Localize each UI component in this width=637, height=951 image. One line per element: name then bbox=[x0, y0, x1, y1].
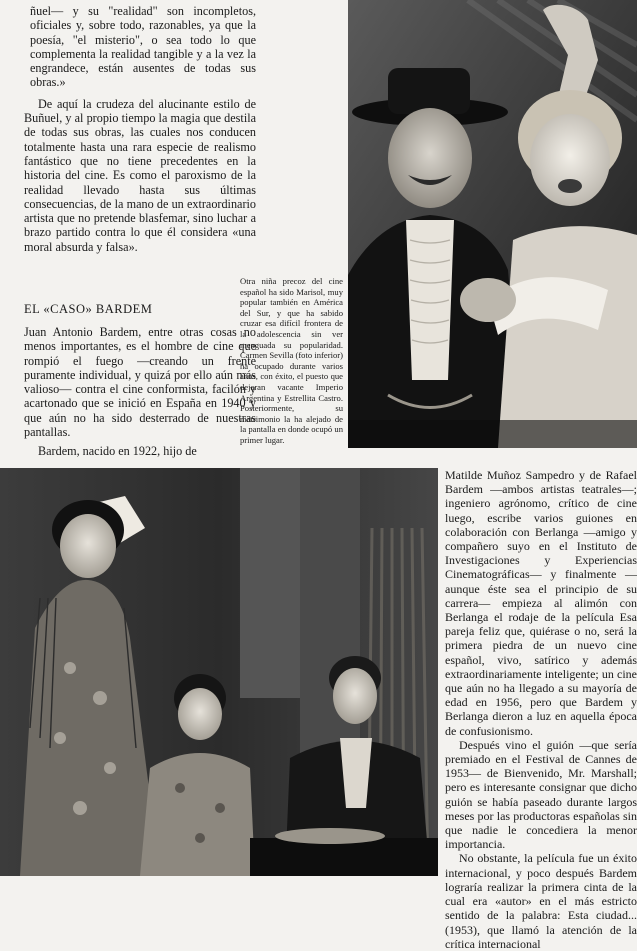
paragraph: ñuel— y su "realidad" son incompletos, oficiales y, sobre todo, razonables, ya que la poesía, "el misterio", o sea todo lo que complementa la realidad tangible y a la vez la engrandece, están ausentes de todas sus obras.» bbox=[30, 4, 256, 90]
photo-marisol bbox=[348, 0, 637, 448]
photo-marisol-image bbox=[348, 0, 637, 448]
paragraph: Después vino el guión —que sería premiado en el Festival de Cannes de 1953— de Bienvenido, Mr. Marshall; pero es interesante consignar que dicho guión se había paseado durante largos meses por las productoras españolas sin que nadie le concediera la menor importancia. bbox=[445, 737, 637, 852]
article-column-top bbox=[24, 4, 256, 254]
section-heading: EL «CASO» BARDEM bbox=[24, 302, 153, 316]
paragraph: De aquí la crudeza del alucinante estilo de Buñuel, y al propio tiempo la magia que destila de todas sus obras, las cuales nos conducen totalmente hasta una rara especie de realismo fantástico que no tiene precedentes en la historia del cine. Es como el paroxismo de la realidad llevado hasta sus últimas consecuencias, de la mano de un extraordinario artista que no pretende blasfemar, sino luchar a brazo partido contra lo que él considera «una moral absurda y falsa». bbox=[24, 96, 256, 254]
photo-caption: Otra niña precoz del cine español ha sido Marisol, muy popular también en América del Sur, y que ha sabido cruzar esa difícil frontera de la adolescencia sin ver menguada su popularidad. Carmen Sevilla (foto inferior) ha ocupado durante varios años, con éxito, el puesto que dejaran vacante Imperio Argentina y Estrellita Castro. Posteriormente, su matrimonio la ha alejado de la pantalla en donde ocupó un primer lugar. bbox=[240, 276, 343, 445]
article-column-bardem bbox=[24, 325, 256, 459]
paragraph: Bardem, nacido en 1922, hijo de bbox=[38, 444, 197, 459]
paragraph: Juan Antonio Bardem, entre otras cosas no menos importantes, es el hombre de cine que rompió el fuego —creando un frente puramente individual, y quizá por ello aún más valioso— contra el cine conformista, facilón y acartonado que se inició en España en 1940 y que aún no ha sido desterrado de nuestras pantallas. bbox=[24, 325, 256, 440]
article-column-bottom bbox=[445, 468, 637, 951]
photo-carmen-sevilla bbox=[0, 468, 438, 876]
paragraph: Matilde Muñoz Sampedro y de Rafael Bardem —ambos artistas teatrales—; ingeniero agrónomo, crítico de cine luego, escribe varios guiones en colaboración con Berlanga —amigo y compañero suyo en el Instituto de Investigaciones y Experiencias Cinematográficas— y finalmente —aunque éste sea el principio de su carrera— empieza al alimón con Berlanga el rodaje de la película Esa pareja feliz que, quiérase o no, será la primera piedra de un nuevo cine español, vivo, satírico y además extraordinariamente inteligente; un cine que aún no ha llegado a su mayoría de edad en 1956, pero que Bardem y Berlanga dieron a luz en aquella época de confusionismo. bbox=[445, 468, 637, 738]
photo-carmen-sevilla-image bbox=[0, 468, 438, 876]
paragraph: No obstante, la película fue un éxito internacional, y poco después Bardem lograría realizar la primera cinta de la cual era «autor» en el más estricto sentido de la palabra: Esta ciudad... (1953), que llamó la atención de la crítica internacional bbox=[445, 851, 637, 951]
